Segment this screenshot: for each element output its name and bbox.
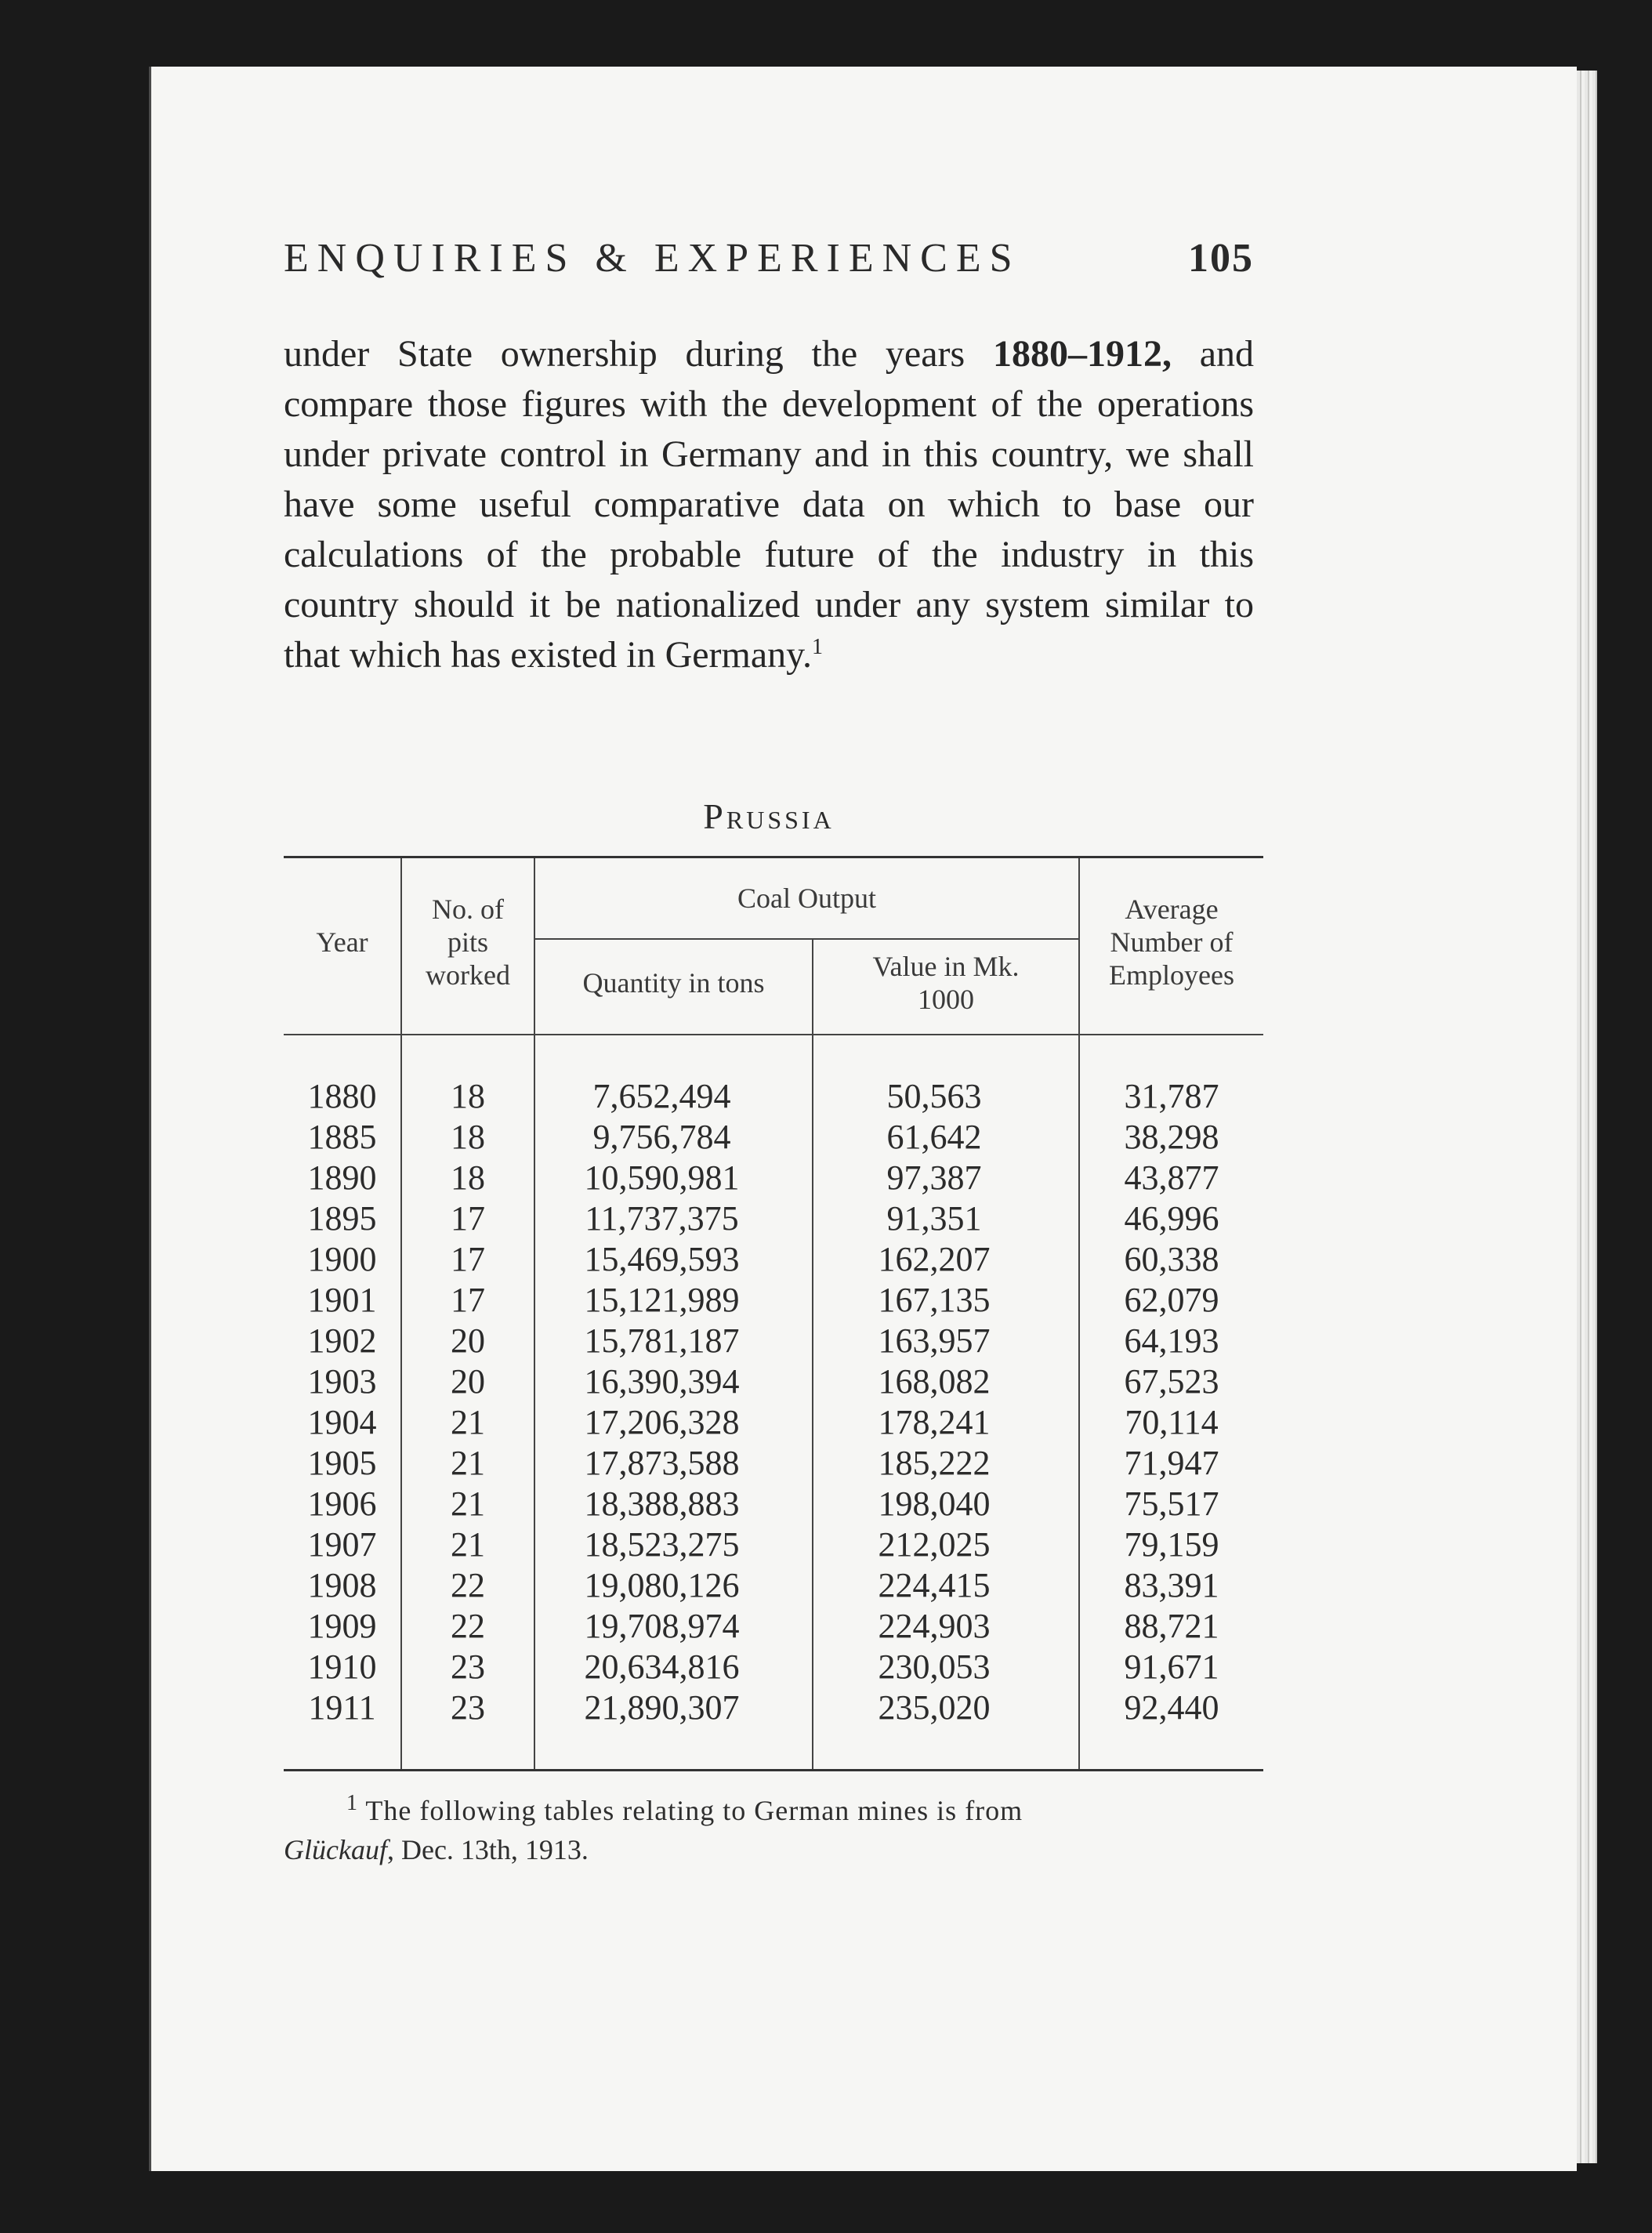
cell-value: 198,040 <box>813 1484 1079 1524</box>
cell-quantity: 19,080,126 <box>534 1565 813 1606</box>
cell-quantity: 19,708,974 <box>534 1606 813 1647</box>
cell-pits: 18 <box>401 1158 534 1198</box>
cell-pits: 18 <box>401 1117 534 1158</box>
table-row <box>284 1687 1263 1728</box>
cell-employees: 70,114 <box>1079 1402 1263 1443</box>
footnote-text: The following tables relating to German mines is from <box>365 1795 1023 1826</box>
cell-value: 212,025 <box>813 1524 1079 1565</box>
cell-employees: 38,298 <box>1079 1117 1263 1158</box>
table-body <box>284 1035 1263 1771</box>
footnote-source: Glückauf <box>284 1834 387 1865</box>
cell-employees: 75,517 <box>1079 1484 1263 1524</box>
cell-pits: 17 <box>401 1280 534 1321</box>
table-row <box>284 1647 1263 1687</box>
cell-pits: 21 <box>401 1524 534 1565</box>
cell-quantity: 10,590,981 <box>534 1158 813 1198</box>
cell-employees: 60,338 <box>1079 1239 1263 1280</box>
table-row <box>284 1565 1263 1606</box>
cell-quantity: 9,756,784 <box>534 1117 813 1158</box>
cell-year: 1900 <box>307 1240 377 1278</box>
cell-pits: 21 <box>401 1443 534 1484</box>
cell-pits: 17 <box>401 1239 534 1280</box>
cell-value: 97,387 <box>813 1158 1079 1198</box>
cell-employees: 91,671 <box>1079 1647 1263 1687</box>
cell-year: 1901 <box>307 1281 377 1319</box>
cell-employees: 64,193 <box>1079 1321 1263 1361</box>
cell-quantity: 17,206,328 <box>534 1402 813 1443</box>
page-number: 105 <box>1188 236 1254 281</box>
cell-value: 224,415 <box>813 1565 1079 1606</box>
body-years: 1880–1912, <box>992 333 1172 375</box>
cell-pits: 20 <box>401 1361 534 1402</box>
header-year: Year <box>316 926 368 958</box>
table-row <box>284 1524 1263 1565</box>
cell-pits: 23 <box>401 1647 534 1687</box>
cell-value: 230,053 <box>813 1647 1079 1687</box>
cell-value: 168,082 <box>813 1361 1079 1402</box>
table-row <box>284 1321 1263 1361</box>
cell-employees: 62,079 <box>1079 1280 1263 1321</box>
cell-year: 1909 <box>307 1607 377 1645</box>
table-row <box>284 1239 1263 1280</box>
cell-value: 235,020 <box>813 1687 1079 1728</box>
cell-year: 1880 <box>307 1077 377 1115</box>
cell-value: 178,241 <box>813 1402 1079 1443</box>
cell-quantity: 17,873,588 <box>534 1443 813 1484</box>
cell-pits: 21 <box>401 1402 534 1443</box>
cell-employees: 83,391 <box>1079 1565 1263 1606</box>
cell-quantity: 11,737,375 <box>534 1198 813 1239</box>
cell-value: 224,903 <box>813 1606 1079 1647</box>
cell-quantity: 15,121,989 <box>534 1280 813 1321</box>
cell-quantity: 21,890,307 <box>534 1687 813 1728</box>
cell-quantity: 15,469,593 <box>534 1239 813 1280</box>
cell-year: 1885 <box>307 1118 377 1156</box>
cell-quantity: 7,652,494 <box>534 1076 813 1117</box>
table-row <box>284 1158 1263 1198</box>
cell-value: 61,642 <box>813 1117 1079 1158</box>
cell-employees: 79,159 <box>1079 1524 1263 1565</box>
cell-year: 1903 <box>307 1362 377 1401</box>
cell-value: 167,135 <box>813 1280 1079 1321</box>
prussia-coal-table <box>284 856 1263 1771</box>
cell-quantity: 18,523,275 <box>534 1524 813 1565</box>
table-row <box>284 1402 1263 1443</box>
cell-year: 1910 <box>307 1648 377 1686</box>
table-row <box>284 1361 1263 1402</box>
cell-year: 1906 <box>307 1484 377 1523</box>
footnote-reference: 1 <box>812 635 824 659</box>
cell-year: 1904 <box>307 1403 377 1441</box>
page-edges <box>1577 71 1597 2163</box>
cell-pits: 18 <box>401 1076 534 1117</box>
cell-employees: 31,787 <box>1079 1076 1263 1117</box>
table-row <box>284 1606 1263 1647</box>
table-row <box>284 1443 1263 1484</box>
body-text-before: under State ownership during the years <box>284 333 993 375</box>
cell-employees: 88,721 <box>1079 1606 1263 1647</box>
cell-year: 1902 <box>307 1321 377 1360</box>
table-row <box>284 1484 1263 1524</box>
header-pits: No. of pits worked <box>401 857 534 1027</box>
cell-year: 1905 <box>307 1444 377 1482</box>
cell-employees: 43,877 <box>1079 1158 1263 1198</box>
cell-pits: 22 <box>401 1606 534 1647</box>
header-title: ENQUIRIES & EXPERIENCES <box>284 236 1021 281</box>
cell-year: 1890 <box>307 1158 377 1197</box>
cell-value: 162,207 <box>813 1239 1079 1280</box>
page-spine <box>149 67 151 2171</box>
cell-year: 1907 <box>307 1525 377 1564</box>
cell-year: 1908 <box>307 1566 377 1604</box>
cell-quantity: 20,634,816 <box>534 1647 813 1687</box>
cell-year: 1911 <box>308 1688 376 1727</box>
table-row <box>284 1076 1263 1117</box>
header-value: Value in Mk. 1000 <box>813 939 1079 1026</box>
table-row <box>284 1280 1263 1321</box>
footnote-marker: 1 <box>346 1791 358 1815</box>
header-coal-output: Coal Output <box>534 857 1079 940</box>
cell-quantity: 18,388,883 <box>534 1484 813 1524</box>
body-text-after: and compare those figures with the development of the operations under private control in Germany and in this country, we shall have some useful comparative data on which to base our calculations of the probable future of the industry in this country should it be nationalized under any system similar to that which has existed in Germany. <box>284 333 1255 676</box>
cell-quantity: 15,781,187 <box>534 1321 813 1361</box>
cell-value: 163,957 <box>813 1321 1079 1361</box>
cell-pits: 22 <box>401 1565 534 1606</box>
cell-pits: 23 <box>401 1687 534 1728</box>
cell-employees: 46,996 <box>1079 1198 1263 1239</box>
footnote-date: , Dec. 13th, 1913. <box>386 1834 589 1865</box>
cell-pits: 21 <box>401 1484 534 1524</box>
header-quantity: Quantity in tons <box>534 939 813 1026</box>
table-title: Prussia <box>703 796 835 836</box>
header-employees: Average Number of Employees <box>1079 857 1263 1027</box>
cell-value: 50,563 <box>813 1076 1079 1117</box>
cell-pits: 17 <box>401 1198 534 1239</box>
body-paragraph <box>284 329 1254 680</box>
cell-employees: 92,440 <box>1079 1687 1263 1728</box>
cell-value: 91,351 <box>813 1198 1079 1239</box>
cell-value: 185,222 <box>813 1443 1079 1484</box>
cell-employees: 67,523 <box>1079 1361 1263 1402</box>
cell-employees: 71,947 <box>1079 1443 1263 1484</box>
cell-year: 1895 <box>307 1199 377 1238</box>
cell-pits: 20 <box>401 1321 534 1361</box>
running-header <box>284 235 1254 298</box>
table-row <box>284 1198 1263 1239</box>
footnote <box>284 1791 1263 1869</box>
cell-quantity: 16,390,394 <box>534 1361 813 1402</box>
table-row <box>284 1117 1263 1158</box>
